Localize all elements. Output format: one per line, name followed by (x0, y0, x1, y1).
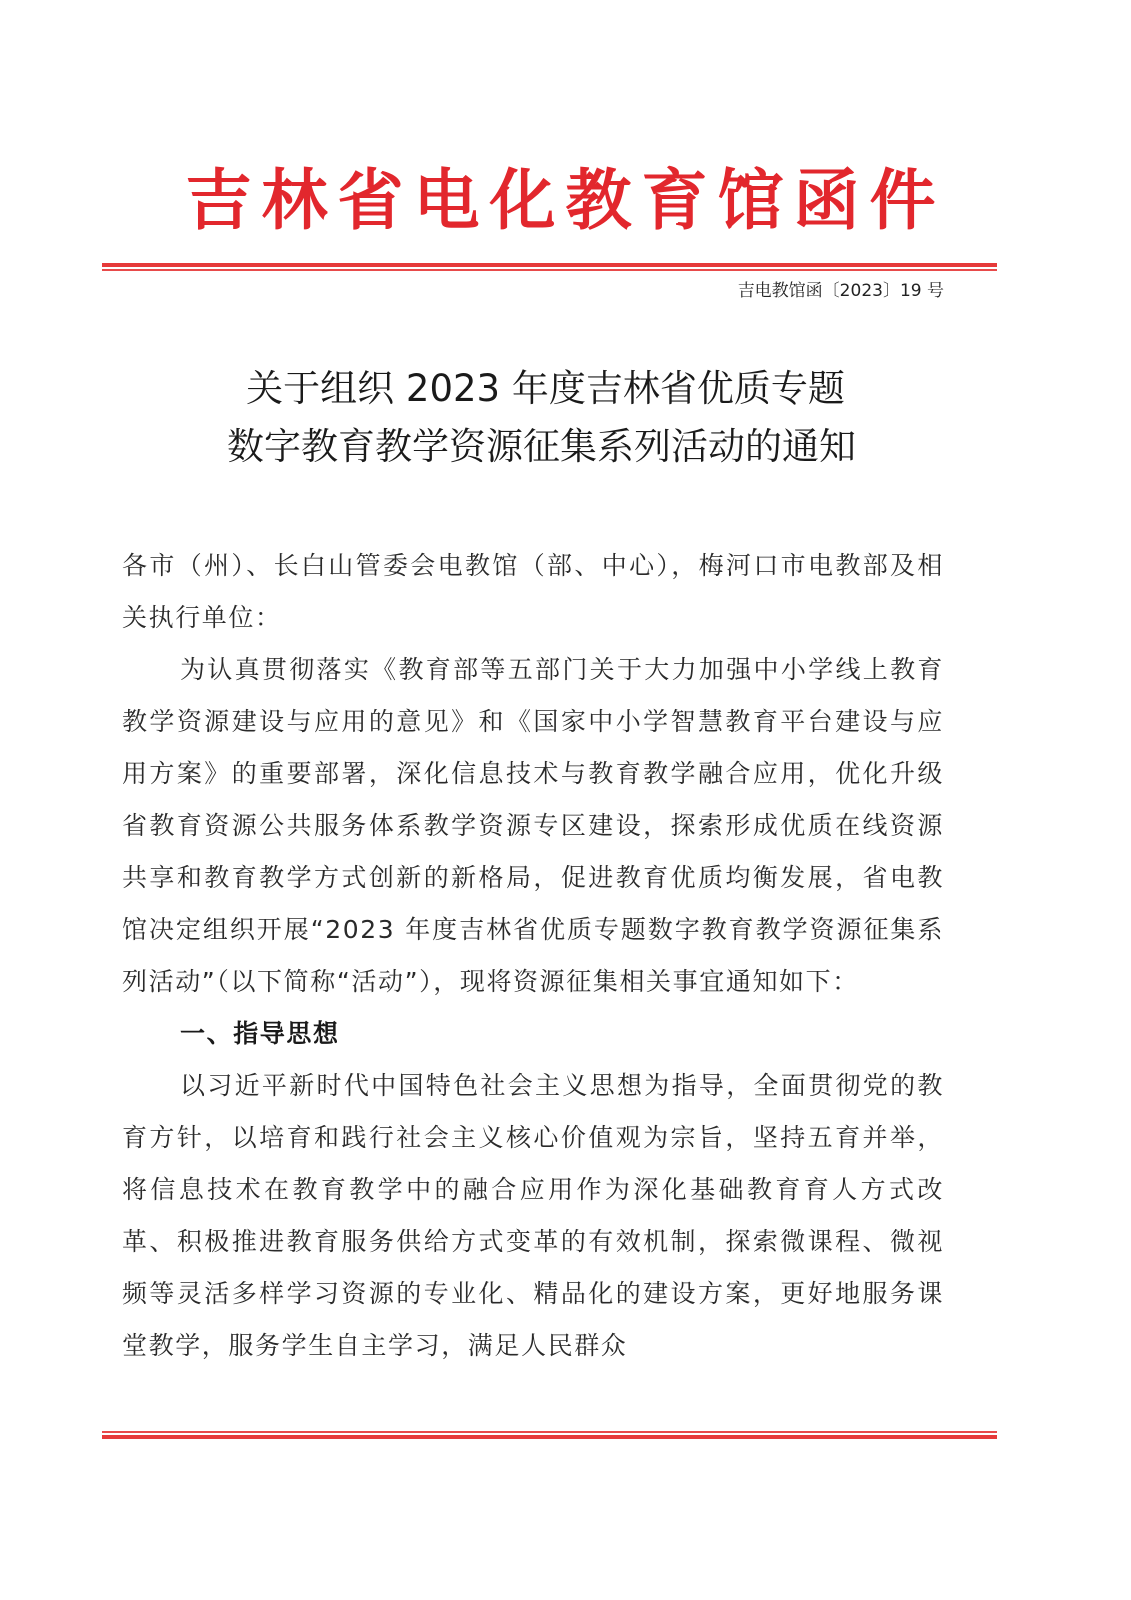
document-title-line-1: 关于组织 2023 年度吉林省优质专题 (246, 367, 845, 410)
document-title-line-2: 数字教育教学资源征集系列活动的通知 (227, 425, 856, 468)
paragraph: 为认真贯彻落实《教育部等五部门关于大力加强中小学线上教育教学资源建设与应用的意见》和《国家中小学智慧教育平台建设与应用方案》的重要部署，深化信息技术与教育教学融合应用，优化升级省教育资源公共服务体系教学资源专区建设，探索形成优质在线资源共享和教育教学方式创新的新格局，促进教育优质均衡发展，省电教馆决定组织开展“2023 年度吉林省优质专题数字教育教学资源征集系列活动”（以下简称“活动”），现将资源征集相关事宜通知如下： (122, 655, 944, 996)
paragraph: 以习近平新时代中国特色社会主义思想为指导，全面贯彻党的教育方针，以培育和践行社会主义核心价值观为宗旨，坚持五育并举，将信息技术在教育教学中的融合应用作为深化基础教育育人方式改革、积极推进教育服务供给方式变革的有效机制，探索微课程、微视频等灵活多样学习资源的专业化、精品化的建设方案，更好地服务课堂教学，服务学生自主学习，满足人民群众 (122, 1071, 944, 1360)
letterhead-divider (102, 263, 997, 271)
footer-divider (102, 1431, 997, 1439)
addressee: 各市（州）、长白山管委会电教馆（部、中心），梅河口市电教部及相关执行单位： (122, 551, 944, 632)
letterhead-title: 吉林省电化教育馆函件 (185, 161, 946, 239)
section-heading: 一、指导思想 (180, 1019, 340, 1048)
document-number: 吉电教馆函〔2023〕19 号 (737, 281, 944, 301)
document-body (122, 540, 944, 1372)
